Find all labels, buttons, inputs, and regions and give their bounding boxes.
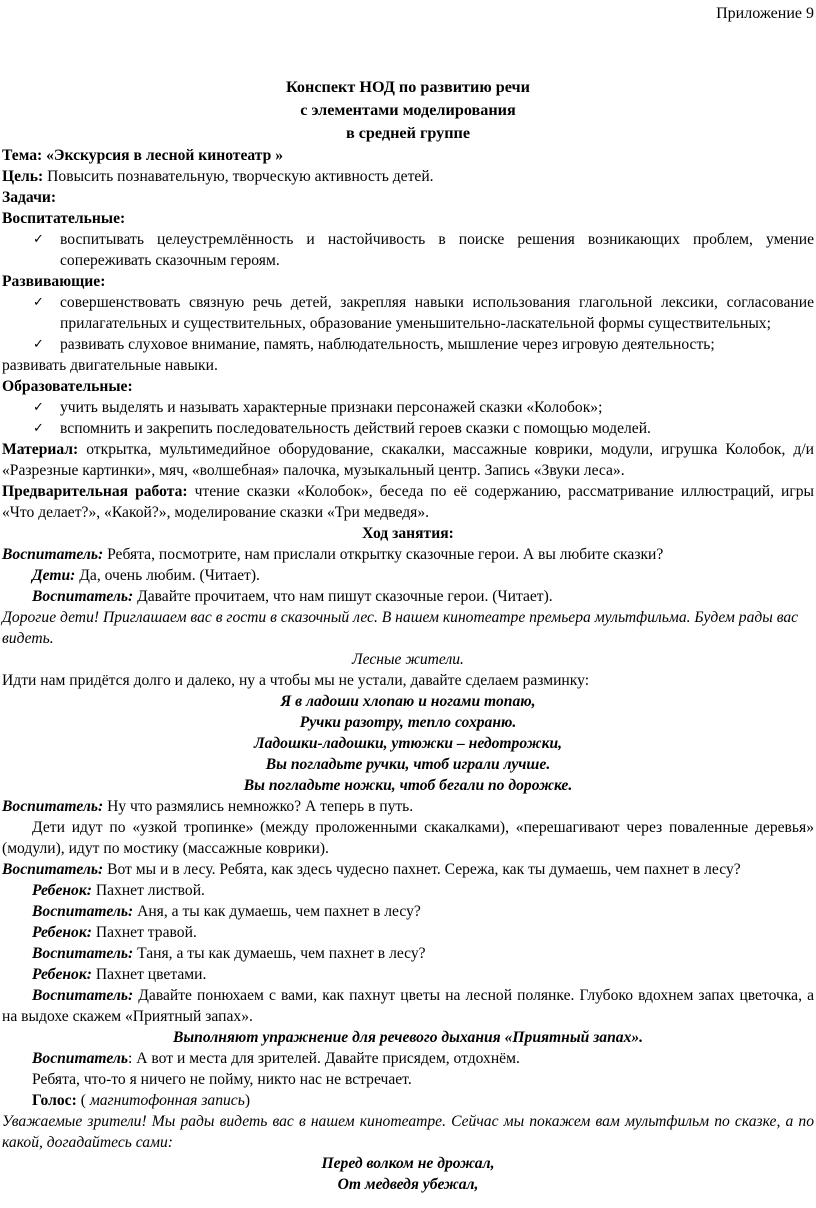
poem-line: Я в ладоши хлопаю и ногами топаю, [280, 693, 536, 710]
voice-label: Голос: [32, 1092, 77, 1109]
voice-close: ) [244, 1092, 251, 1109]
letter-text: Дорогие дети! Приглашаем вас в гости в сказочный лес. В нашем кинотеатре премьера мультфильма. Будем рады вас видеть. [2, 609, 799, 647]
dialogue-line [2, 796, 814, 817]
speaker-label: Воспитатель: [2, 798, 104, 815]
speech-text: Аня, а ты как думаешь, чем пахнет в лесу? [133, 903, 421, 920]
speech-text: Вот мы и в лесу. Ребята, как здесь чудесно пахнет. Сережа, как ты думаешь, чем пахнет в лесу? [103, 861, 741, 878]
speaker-label: Воспитатель: [32, 987, 134, 1004]
voice-open: ( [76, 1092, 90, 1109]
goal-line [2, 166, 814, 187]
riddle-line: Перед волком не дрожал, [321, 1155, 495, 1172]
dialogue-line [2, 544, 814, 565]
title-line-3: в средней группе [345, 124, 471, 142]
dialogue-line [2, 985, 814, 1027]
checklist-item: ✓ учить выделять и называть характерные признаки персонажей сказки «Колобок»; [60, 397, 814, 418]
checklist-item: ✓ совершенствовать связную речь детей, закрепляя навыки использования глагольной лексики, согласование прилагательных и существительных, образование уменьшительно-ласкательной формы существительных; [60, 292, 814, 334]
dialogue-line [2, 880, 814, 901]
poem-line: Вы погладьте ручки, чтоб играли лучше. [265, 756, 551, 773]
checklist-item: ✓ воспитывать целеустремлённость и настойчивость в поиске решения возникающих проблем, умение сопереживать сказочным героям. [60, 229, 814, 271]
title-line-1: Конспект НОД по развитию речи [285, 78, 530, 96]
speech-text: Ребята, посмотрите, нам прислали открытку сказочные герои. А вы любите сказки? [103, 546, 664, 563]
voice-line [2, 1090, 814, 1111]
dialogue-line [2, 901, 814, 922]
material-paragraph [2, 439, 814, 481]
speaker-label: Воспитатель: [32, 945, 134, 962]
dialogue-line [2, 943, 814, 964]
document-title [2, 76, 814, 145]
path-description: Дети идут по «узкой тропинке» (между проложенными скакалками), «перешагивают через поваленные деревья» (модули), идут по мостику (массажные коврики). [2, 819, 814, 857]
dialogue-line [2, 964, 814, 985]
confused-line: Ребята, что-то я ничего не пойму, никто нас не встречает. [32, 1071, 412, 1088]
speaker-label: Воспитатель: [2, 861, 104, 878]
speech-text: Пахнет листвой. [91, 882, 205, 899]
speaker-label: Дети: [32, 567, 76, 584]
speaker-label: Ребенок: [32, 924, 92, 941]
voice-text: Уважаемые зрители! Мы рады видеть вас в нашем кинотеатре. Сейчас мы покажем вам мультфильм по сказке, а по какой, догадайтесь сами: [2, 1113, 814, 1151]
speech-text: Пахнет травой. [91, 924, 197, 941]
speech-text: Давайте понюхаем с вами, как пахнут цветы на лесной полянке. Глубоко вдохнем запах цветочка, а на выдохе скажем «Приятный запах». [2, 987, 814, 1025]
warmup-intro: Идти нам придётся долго и далеко, ну а чтобы мы не устали, давайте сделаем разминку: [2, 672, 590, 689]
topic-text: «Экскурсия в лесной кинотеатр » [42, 147, 284, 164]
developing-tail: развивать двигательные навыки. [2, 357, 218, 374]
dialogue-line [2, 922, 814, 943]
poem-line: Ручки разотру, тепло сохраню. [299, 714, 517, 731]
poem-line: Ладошки-ладошки, утюжки – недотрожки, [253, 735, 563, 752]
exercise-title: Выполняют упражнение для речевого дыхания «Приятный запах». [172, 1029, 644, 1046]
developing-list [2, 292, 814, 355]
speaker-label: Ребенок: [32, 966, 92, 983]
speech-text: А вот и места для зрителей. Давайте присядем, отдохнём. [132, 1050, 520, 1067]
speaker-label: Воспитатель: [2, 546, 104, 563]
checklist-item: ✓ вспомнить и закрепить последовательность действий героев сказки с помощью моделей. [60, 418, 814, 439]
upbringing-list [2, 229, 814, 271]
riddle-line: От медведя убежал, [337, 1176, 479, 1193]
educational-label: Образовательные: [2, 378, 133, 395]
speech-text: Таня, а ты как думаешь, чем пахнет в лесу? [133, 945, 426, 962]
speaker-label: Воспитатель [32, 1050, 128, 1067]
upbringing-label: Воспитательные: [2, 210, 126, 227]
goal-label: Цель: [2, 168, 44, 185]
speaker-label: Воспитатель: [32, 588, 134, 605]
dialogue-line [2, 565, 814, 586]
material-label: Материал: [2, 441, 79, 458]
dialogue-line [2, 1048, 814, 1069]
topic-line [2, 145, 814, 166]
developing-label: Развивающие: [2, 273, 106, 290]
goal-text: Повысить познавательную, творческую активность детей. [43, 168, 434, 185]
dialogue-line [2, 859, 814, 880]
speech-text: Да, очень любим. (Читает). [75, 567, 260, 584]
speech-text: Пахнет цветами. [91, 966, 207, 983]
speaker-label: Ребенок: [32, 882, 92, 899]
tasks-label: Задачи: [2, 189, 57, 206]
speech-text: Давайте прочитаем, что нам пишут сказочные герои. (Читает). [133, 588, 553, 605]
lesson-title: Ход занятия: [362, 525, 454, 542]
appendix-label: Приложение 9 [716, 5, 814, 22]
prework-paragraph [2, 481, 814, 523]
checklist-item: ✓ развивать слуховое внимание, память, наблюдательность, мышление через игровую деятельность; [60, 334, 814, 355]
speaker-label: Воспитатель: [32, 903, 134, 920]
prework-text: чтение сказки «Колобок», беседа по её содержанию, рассматривание иллюстраций, игры «Что делает?», «Какой?», моделирование сказки «Три медведя». [2, 483, 815, 521]
voice-note: магнитофонная запись [89, 1092, 245, 1109]
dialogue-line [2, 586, 814, 607]
speech-text: Ну что размялись немножко? А теперь в путь. [103, 798, 414, 815]
educational-list [2, 397, 814, 439]
prework-label: Предварительная работа: [2, 483, 188, 500]
title-line-2: с элементами моделирования [300, 101, 516, 119]
topic-label: Тема: [2, 147, 43, 164]
poem-line: Вы погладьте ножки, чтоб бегали по дорожке. [243, 777, 573, 794]
speaker-colon: : [127, 1050, 133, 1067]
material-text: открытка, мультимедийное оборудование, скакалки, массажные коврики, модули, игрушка Колобок, д/и «Разрезные картинки», мяч, «волшебная» палочка, музыкальный центр. Запись «Звуки леса». [2, 441, 814, 479]
letter-signature: Лесные жители. [352, 651, 464, 668]
